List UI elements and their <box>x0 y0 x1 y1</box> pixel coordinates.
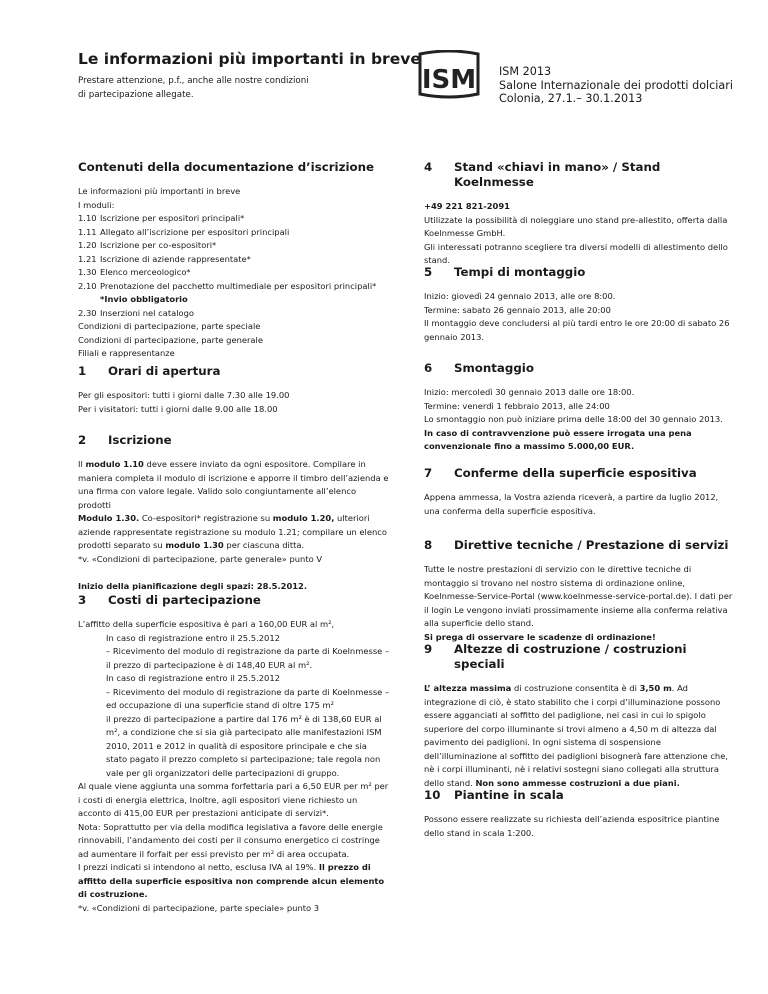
section-heading: 2 Iscrizione <box>78 433 172 447</box>
event-dates: Colonia, 27.1.– 30.1.2013 <box>499 92 643 105</box>
list-item: 2.30 Inserzioni nel catalogo <box>78 307 195 318</box>
section-2: 2 Iscrizione Il modulo 1.10 deve essere inviato da ogni espositore. Compilare in maniera completa il modulo di iscrizione e apporre il timbro dell’azienda e una firma con valore legale. Valido solo congiuntamente all’elenco prodotti Modulo 1.30. Co-espositori* registrazione su modulo 1.20, ulteriori aziende rappresentate registrazione su modulo 1.21; compilare un elenco prodotti separato su modulo 1.30 per ciascuna ditta. *v. «Condizioni di partecipazione, parte generale» punto V Inizio della pianificazione degli spazi: 28.5.2012. <box>78 433 389 591</box>
list-item: 1.10 Iscrizione per espositori principali* <box>78 213 245 223</box>
section-heading: 9 Altezze di costruzione / costruzioni speciali <box>424 642 687 671</box>
list-item: 1.20 Iscrizione per co-espositori* <box>78 240 217 250</box>
list-item: 2.10 Prenotazione del pacchetto multimediale per espositori principali* <box>78 280 377 291</box>
section-heading: 6 Smontaggio <box>424 361 534 375</box>
list-item: 1.21 Iscrizione di aziende rappresentate* <box>78 253 251 264</box>
section-heading: 8 Direttive tecniche / Prestazione di servizi <box>424 538 729 552</box>
section-heading: 7 Conferme della superficie espositiva <box>424 466 697 480</box>
section-4: 4 Stand «chiavi in mano» / Stand Koelnmesse +49 221 821-2091 Utilizzate la possibilità di noleggiare uno stand pre-allestito, offerta dalla Koelnmesse GmbH. Gli interessati potranno scegliere tra diversi modelli di allestimento dello stand. <box>424 160 736 268</box>
section-10: 10 Piantine in scala Possono essere realizzate su richiesta dell’azienda espositrice piantine dello stand in scala 1:200. <box>424 788 736 840</box>
section-5: 5 Tempi di montaggio Inizio: giovedì 24 gennaio 2013, alle ore 8:00. Termine: sabato 26 gennaio 2013, alle 20:00 Il montaggio deve concludersi al più tardi entro le ore 20:00 di sabato 26 gennaio 2013. <box>424 265 736 344</box>
section-contents: Contenuti della documentazione d’iscrizione Le informazioni più importanti in breve I moduli: 1.10 Iscrizione per espositori principali* 1.11 Allegato all’iscrizione per espositori principali 1.20 Iscrizione per co-espositori* 1.21 Iscrizione di aziende rappresentate* 1.30 Elenco merceologico* 2.10 Prenotazione del pacchetto multimediale per espositori principali* *Invio obbligatorio 2.30 Inserzioni nel catalogo Condizioni di partecipazione, parte speciale Condizioni di partecipazione, parte generale Filiali e rappresentanze <box>78 160 390 361</box>
section-9: 9 Altezze di costruzione / costruzioni speciali L’ altezza massima di costruzione consentita è di 3,50 m. Ad integrazione di ciò, è stato stabilito che i corpi d’illuminazione possono essere agganciati al soffitto del padiglione, nei casi in cui lo spigolo superiore del corpo illuminante si trovi almeno a 4,50 m di altezza dal pavimento dei padiglioni. In ogni sistema di sospensione dell’illuminazione al soffitto dei padiglioni bisognerà fare attenzione che, nè i corpi illuminanti, nè i relativi sostegni siano collegati alla struttura dello stand. Non sono ammesse costruzioni a due piani. <box>424 642 736 790</box>
list-item: 1.11 Allegato all’iscrizione per espositori principali <box>78 226 290 237</box>
page-title: Le informazioni più importanti in breve <box>78 50 421 68</box>
intro-note: Prestare attenzione, p.f., anche alle nostre condizioni di partecipazione allegate. <box>78 76 309 100</box>
ism-logo <box>418 50 480 100</box>
section-3: 3 Costi di partecipazione L’affitto della superficie espositiva è pari a 160,00 EUR al m², In caso di registrazione entro il 25.5.2012 – Ricevimento del modulo di registrazione da parte di Koelnmesse – il prezzo di partecipazione è di 148,40 EUR al m². In caso di registrazione entro il 25.5.2012 – Ricevimento del modulo di registrazione da parte di Koelnmesse – ed occupazione di una superficie stand di oltre 175 m² il prezzo di partecipazione a partire dal 176 m² è di 138,60 EUR al m², a condizione che si sia già partecipato alle manifestazioni ISM 2010, 2011 e 2012 in qualità di espositore principale e che sia stato pagato il prezzo completo si partecipazione; tale regola non vale per gli organizzatori delle partecipazioni di gruppo. Al quale viene aggiunta una somma forfettaria pari a 6,50 EUR per m² per i costi di energia elettrica, Inoltre, agli espositori viene richiesto un acconto di 415,00 EUR per prestazioni anticipate di servizi*. Nota: Soprattutto per via della modifica legislativa a favore delle energie rinnovabili, l’andamento dei costi per il consumo energetico ci costringe ad aumentare il forfait per essi previsto per m² di area occupata. I prezzi indicati si intendono al netto, esclusa IVA al 19%. Il prezzo di affitto della superficie espositiva non comprende alcun elemento di costruzione. *v. «Condizioni di partecipazione, parte speciale» punto 3 <box>78 593 390 913</box>
section-heading: Contenuti della documentazione d’iscrizione <box>78 160 374 174</box>
list-item: 1.30 Elenco merceologico* <box>78 267 191 277</box>
section-heading: 1 Orari di apertura <box>78 364 221 378</box>
section-heading: 5 Tempi di montaggio <box>424 265 586 279</box>
event-description: Salone Internazionale dei prodotti dolciari <box>499 78 733 92</box>
section-heading: 4 Stand «chiavi in mano» / Stand Koelnmesse <box>424 160 661 189</box>
section-8: 8 Direttive tecniche / Prestazione di servizi Tutte le nostre prestazioni di servizio con le direttive tecniche di montaggio si trovano nel nostro sistema di ordinazione online, Koelnmesse-Service-Portal (www.koelnmesse-service-portal.de). I dati per il login Le vengono inviati prossimamente insieme alla conferma relativa alla superficie dello stand. Si prega di osservare le scadenze di ordinazione! <box>424 538 736 644</box>
ism-logo-graphic <box>418 50 480 100</box>
logo-text: ISM <box>421 65 477 95</box>
section-heading: 10 Piantine in scala <box>424 788 564 802</box>
mandatory-note: *Invio obbligatorio <box>100 294 188 304</box>
event-name: ISM 2013 <box>499 65 552 78</box>
section-1: 1 Orari di apertura Per gli espositori: tutti i giorni dalle 7.30 alle 19.00 Per i visitatori: tutti i giorni dalle 9.00 alle 18.00 <box>78 364 390 416</box>
section-6: 6 Smontaggio Inizio: mercoledì 30 gennaio 2013 dalle ore 18:00. Termine: venerdì 1 febbraio 2013, alle 24:00 Lo smontaggio non può iniziare prima delle 18:00 del 30 gennaio 2013. In caso di contravvenzione può essere irrogata una pena convenzionale fino a massimo 5.000,00 EUR. <box>424 361 736 454</box>
event-info <box>499 65 733 106</box>
section-7: 7 Conferme della superficie espositiva Appena ammessa, la Vostra azienda riceverà, a partire da luglio 2012, una conferma della superficie espositiva. <box>424 466 736 518</box>
section-heading: 3 Costi di partecipazione <box>78 593 261 607</box>
